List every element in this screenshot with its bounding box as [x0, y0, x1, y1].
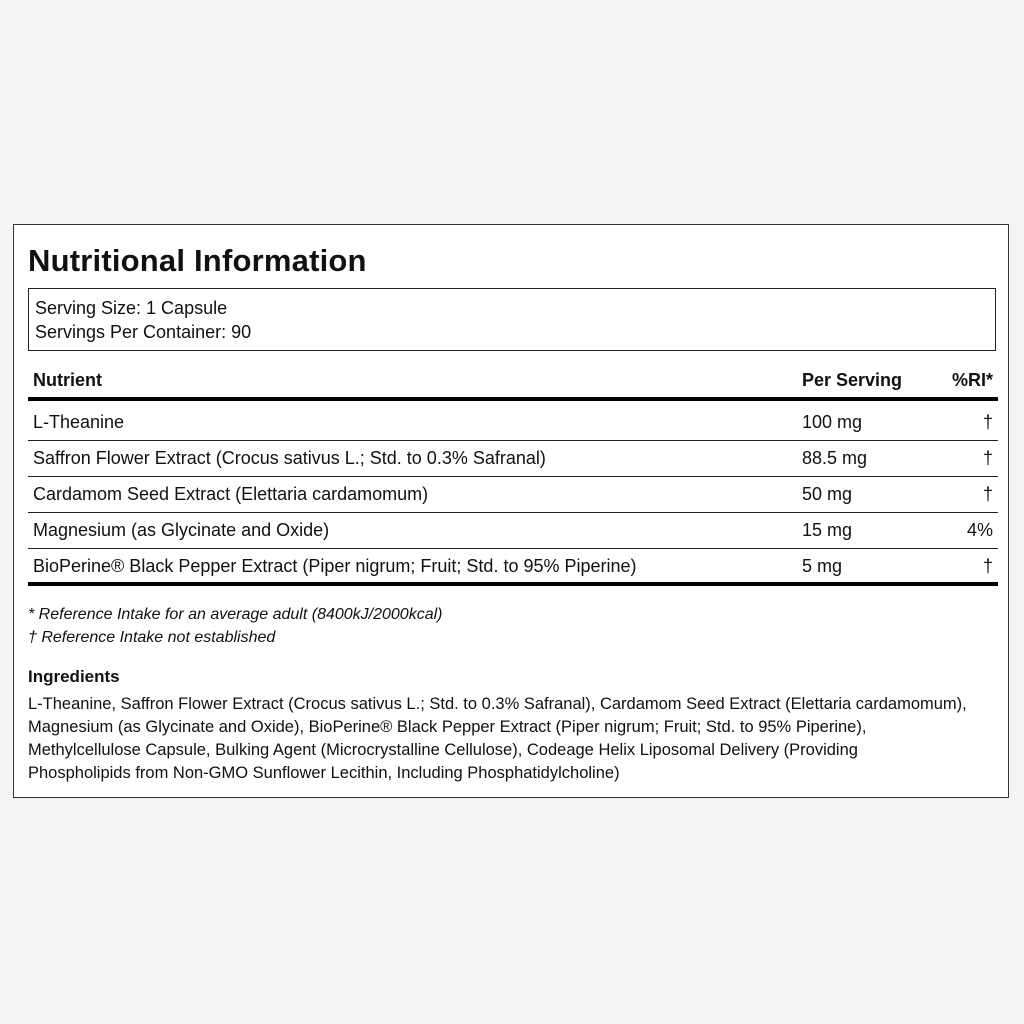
nutrient-ri: 4%	[966, 520, 993, 540]
table-row	[28, 405, 998, 441]
ingredients-line: Phospholipids from Non-GMO Sunflower Lecithin, Including Phosphatidylcholine)	[28, 764, 620, 782]
ingredients-list	[28, 693, 1000, 785]
nutrient-name: Magnesium (as Glycinate and Oxide)	[33, 520, 330, 540]
nutrient-name: Saffron Flower Extract (Crocus sativus L.; Std. to 0.3% Safranal)	[33, 448, 546, 468]
ingredients-line: Magnesium (as Glycinate and Oxide), BioPerine® Black Pepper Extract (Piper nigrum; Fruit; Std. to 95% Piperine),	[28, 718, 867, 736]
nutrient-amount: 100 mg	[802, 412, 863, 432]
serving-size: Serving Size: 1 Capsule	[35, 298, 228, 318]
header-nutrient: Nutrient	[33, 370, 102, 390]
nutrient-amount: 88.5 mg	[802, 448, 868, 468]
nutrient-amount: 5 mg	[802, 556, 843, 576]
ingredients-line: Methylcellulose Capsule, Bulking Agent (Microcrystalline Cellulose), Codeage Helix Liposomal Delivery (Providing	[28, 741, 858, 759]
nutrient-ri: †	[982, 448, 993, 468]
nutrient-name: Cardamom Seed Extract (Elettaria cardamomum)	[33, 484, 429, 504]
footnote-ri-not-established: † Reference Intake not established	[28, 629, 276, 646]
nutrition-panel	[13, 224, 1009, 798]
nutrient-ri: †	[982, 484, 993, 504]
table-row	[28, 441, 998, 477]
table-row	[28, 477, 998, 513]
nutrient-ri: †	[982, 556, 993, 576]
footnote-ri-reference: * Reference Intake for an average adult (8400kJ/2000kcal)	[28, 606, 443, 623]
panel-title: Nutritional Information	[28, 243, 367, 278]
table-header	[28, 363, 998, 401]
nutrient-amount: 50 mg	[802, 484, 853, 504]
table-row	[28, 513, 998, 549]
table-row	[28, 549, 998, 586]
ingredients-heading: Ingredients	[28, 667, 120, 686]
nutrient-table	[28, 363, 998, 586]
nutrient-amount: 15 mg	[802, 520, 853, 540]
nutrient-name: BioPerine® Black Pepper Extract (Piper nigrum; Fruit; Std. to 95% Piperine)	[33, 556, 637, 576]
nutrient-ri: †	[982, 412, 993, 432]
header-per-serving: Per Serving	[802, 370, 903, 390]
header-ri: %RI*	[951, 370, 993, 390]
ingredients-line: L-Theanine, Saffron Flower Extract (Crocus sativus L.; Std. to 0.3% Safranal), Cardamom Seed Extract (Elettaria cardamomum),	[28, 695, 967, 713]
footnotes	[28, 603, 442, 649]
serving-info-box	[28, 288, 996, 351]
servings-per-container: Servings Per Container: 90	[35, 322, 252, 342]
nutrient-name: L-Theanine	[33, 412, 125, 432]
